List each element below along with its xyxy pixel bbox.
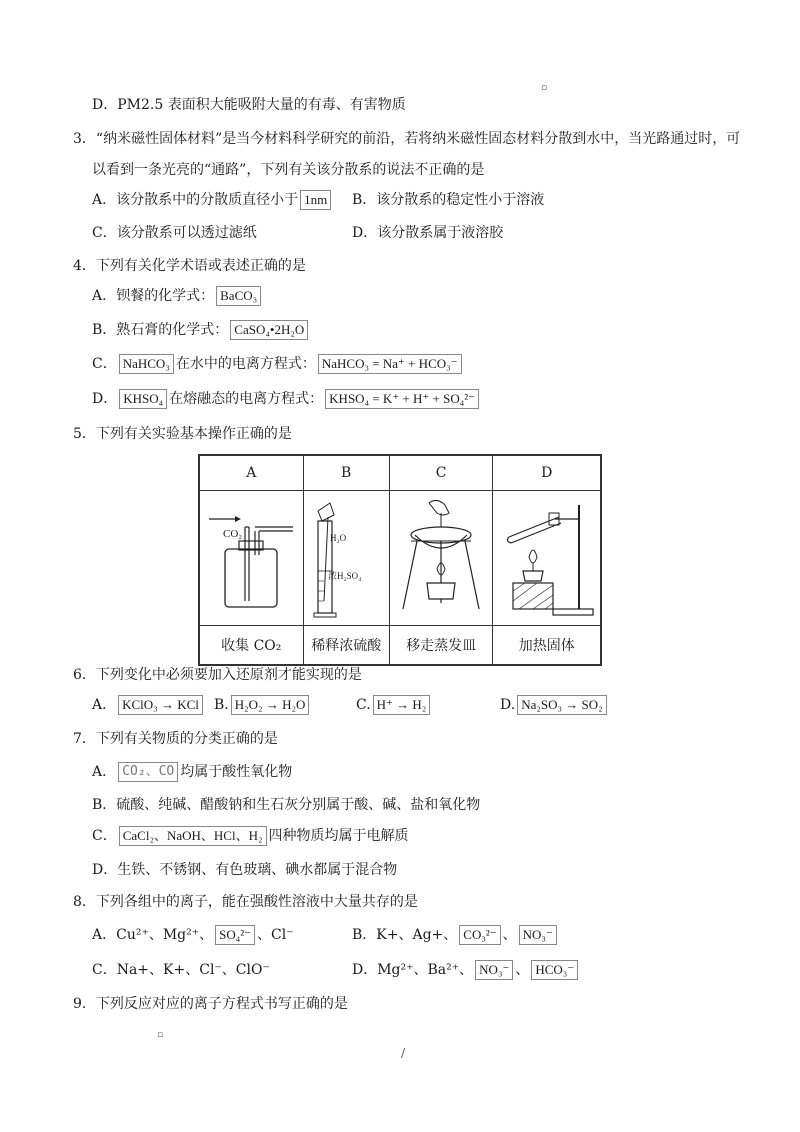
q6-option-a-formula: KClO₃ → KCl (118, 695, 203, 715)
q8-option-b-text: B．K+、Ag+、 (352, 927, 458, 943)
q6-option-b (214, 695, 311, 715)
q6-option-b-formula: H₂O₂ → H₂O (231, 695, 310, 715)
q8-option-b-ion2: NO₃⁻ (519, 925, 557, 945)
q6-option-c (356, 695, 432, 715)
caption-a: 收集 CO₂ (199, 626, 303, 666)
figure-b-cylinder (303, 491, 389, 626)
bottom-dot-mark: ▫ (157, 1030, 164, 1040)
q6-option-b-label: B. (214, 697, 229, 713)
q7-option-a-text: 均属于酸性氧化物 (180, 764, 293, 780)
top-dot-mark: ▫ (541, 83, 548, 93)
q3-option-a (92, 190, 333, 210)
q4-option-b (92, 320, 310, 340)
q6-option-d (500, 695, 609, 715)
q4-option-d-equation: KHSO₄ = K⁺ + H⁺ + SO₄²⁻ (325, 389, 479, 409)
q4-option-d-formula: KHSO₄ (119, 389, 167, 409)
header-a: A (199, 455, 303, 491)
q6-stem: 6．下列变化中必须要加入还原剂才能实现的是 (73, 667, 362, 683)
water-label: H₂O (330, 533, 347, 543)
q7-option-c (92, 826, 409, 846)
q8-option-a-text: A．Cu²⁺、Mg²⁺、 (92, 927, 214, 943)
q8-option-b-ion1: CO₃²⁻ (459, 925, 500, 945)
q4-option-d-text: 在熔融态的电离方程式： (169, 391, 324, 407)
q2-option-d: D．PM2.5 表面积大能吸附大量的有毒、有害物质 (92, 97, 406, 113)
co2-label: CO₂ (223, 528, 243, 540)
q6-option-c-formula: H⁺ → H₂ (373, 695, 431, 715)
q5-lab-table (198, 454, 602, 666)
q4-option-a-text: A．钡餐的化学式： (92, 288, 215, 304)
q6-option-a (92, 695, 205, 715)
q7-stem: 7．下列有关物质的分类正确的是 (73, 731, 278, 747)
figure-a-gas-bottle (199, 491, 303, 626)
q4-option-a-formula: BaCO₃ (216, 286, 261, 306)
q8-option-d-ion1: NO₃⁻ (475, 960, 513, 980)
caption-c: 移走蒸发皿 (389, 626, 493, 666)
q4-option-a (92, 286, 263, 306)
q8-option-d-sep: 、 (515, 962, 530, 978)
q7-option-b: B．硫酸、纯碱、醋酸钠和生石灰分别属于酸、碱、盐和氧化物 (92, 797, 481, 813)
q4-option-d-label: D． (92, 391, 118, 407)
q3-option-c: C．该分散系可以透过滤纸 (92, 225, 257, 241)
q7-option-a (92, 762, 292, 782)
q3-stem-line2: 以看到一条光亮的“通路”，下列有关该分散系的说法不正确的是 (92, 162, 485, 178)
lab-table-header-row (199, 455, 601, 491)
lab-table-figure-row (199, 491, 601, 626)
q3-option-b: B．该分散系的稳定性小于溶液 (352, 192, 545, 208)
lab-table-caption-row (199, 626, 601, 666)
caption-b: 稀释浓硫酸 (303, 626, 389, 666)
acid-label: 浓H₂SO₄ (328, 571, 362, 581)
q4-option-c-text: 在水中的电离方程式： (175, 356, 316, 372)
q4-option-c-formula: NaHCO₃ (119, 354, 174, 374)
q3-option-d: D．该分散系属于液溶胶 (352, 225, 504, 241)
q4-option-b-text: B．熟石膏的化学式： (92, 322, 229, 338)
q3-stem-line1: 3．“纳米磁性固体材料”是当今材料科学研究的前沿，若将纳米磁性固态材料分散到水中，当光路通过时，可 (73, 131, 741, 147)
q8-stem: 8．下列各组中的离子，能在强酸性溶液中大量共存的是 (73, 894, 418, 910)
q8-option-d-ion2: HCO₃⁻ (531, 960, 578, 980)
q4-option-c (92, 354, 464, 374)
q3-option-a-formula: 1nm (300, 190, 331, 210)
caption-d: 加热固体 (493, 626, 601, 666)
q4-option-b-formula: CaSO₄•2H₂O (230, 320, 308, 340)
header-c: C (389, 455, 493, 491)
q8-option-c: C．Na+、K+、Cl⁻、ClO⁻ (92, 962, 270, 978)
q8-option-a-tail: 、Cl⁻ (257, 927, 294, 943)
q4-option-c-equation: NaHCO₃ = Na⁺ + HCO₃⁻ (318, 354, 462, 374)
q5-stem: 5．下列有关实验基本操作正确的是 (73, 426, 292, 442)
q7-option-a-formula: CO₂、CO (118, 762, 178, 782)
q3-option-a-text: A．该分散系中的分散质直径小于 (92, 192, 299, 208)
q7-option-c-formula: CaCl₂、NaOH、HCl、H₂ (119, 826, 267, 846)
q6-option-c-label: C. (356, 697, 371, 713)
q4-option-c-label: C． (92, 356, 117, 372)
q7-option-c-label: C． (92, 828, 117, 844)
header-d: D (493, 455, 601, 491)
q8-option-a (92, 925, 294, 945)
q7-option-d: D．生铁、不锈钢、有色玻璃、碘水都属于混合物 (92, 862, 398, 878)
page-mark: / (401, 1046, 406, 1060)
q8-option-d (352, 960, 580, 980)
figure-d-heating-tube (493, 491, 601, 626)
q9-stem: 9．下列反应对应的离子方程式书写正确的是 (73, 996, 348, 1012)
q8-option-d-text: D．Mg²⁺、Ba²⁺、 (352, 962, 474, 978)
q6-option-d-label: D. (500, 697, 516, 713)
q8-option-b (352, 925, 559, 945)
header-b: B (303, 455, 389, 491)
q8-option-a-ion: SO₄²⁻ (215, 925, 255, 945)
figure-c-evaporating-dish (389, 491, 493, 626)
q6-option-d-formula: Na₂SO₃ → SO₂ (517, 695, 607, 715)
q4-stem: 4．下列有关化学术语或表述正确的是 (73, 258, 306, 274)
q7-option-a-label: A． (92, 764, 117, 780)
q4-option-d (92, 389, 481, 409)
q6-option-a-label: A． (92, 697, 117, 713)
q7-option-c-text: 四种物质均属于电解质 (268, 828, 409, 844)
q8-option-b-sep: 、 (502, 927, 517, 943)
